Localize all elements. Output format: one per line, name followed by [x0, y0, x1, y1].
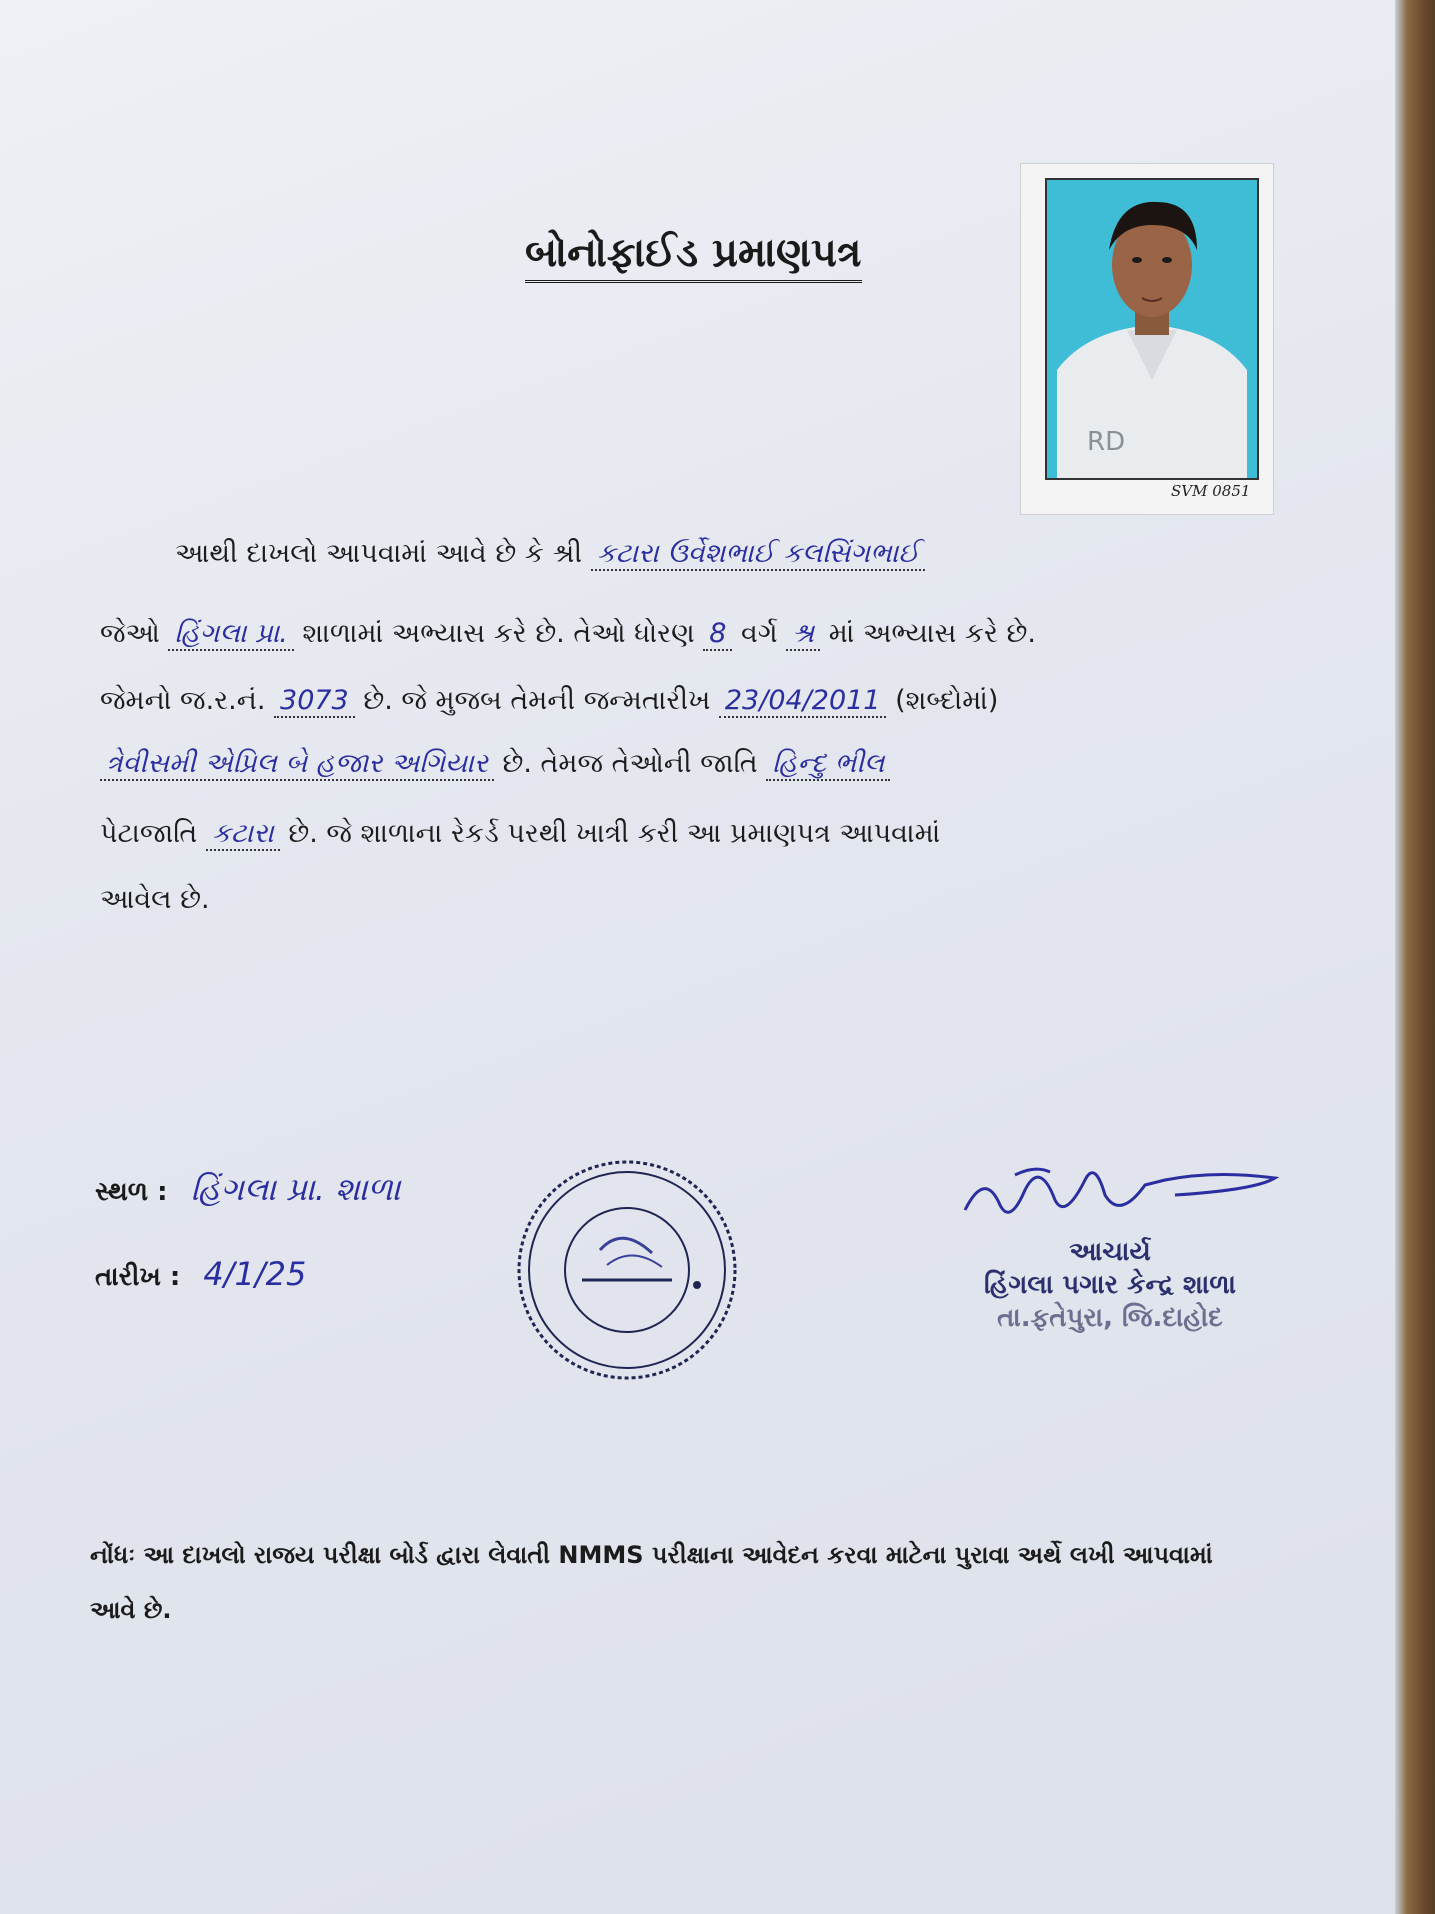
table-surface-edge [1395, 0, 1435, 1914]
line5-text-a: પેટાજાતિ [100, 818, 198, 849]
body-line-5 [100, 810, 1280, 858]
date-label: તારીખ : [95, 1262, 181, 1292]
student-photo-frame [1020, 163, 1274, 515]
line2-text-d: માં અભ્યાસ કરે છે. [828, 618, 1036, 649]
line3-text-a: જેમનો જ.ર.નં. [100, 685, 266, 716]
birth-date: 23/04/2011 [719, 685, 887, 718]
standard-value: 8 [703, 618, 732, 651]
principal-location: તા.ફતેપુરા, જિ.દાહોદ [997, 1303, 1223, 1333]
body-line-2 [100, 610, 1280, 658]
note-text: નોંધઃ આ દાખલો રાજય પરીક્ષા બોર્ડ દ્વારા લેવાતી NMMS પરીક્ષાના આવેદન કરવા માટેના પુરાવા અર્થે લખી આપવામાં આવે છે. [90, 1541, 1213, 1624]
division-value: શ્ર [786, 618, 820, 651]
date-value: 4/1/25 [203, 1255, 307, 1293]
shirt-print: RD [1087, 427, 1126, 457]
birth-date-words: ત્રેવીસમી એપ્રિલ બે હજાર અગિયાર [100, 748, 494, 781]
certificate-title: બોનોફાઈડ પ્રમાણપત્ર [525, 230, 862, 283]
student-photo [1045, 178, 1259, 480]
principal-stamp [950, 1235, 1270, 1336]
school-stamp-seal [512, 1155, 742, 1385]
place-row [95, 1170, 400, 1209]
place-label: સ્થળ : [95, 1177, 168, 1207]
student-name: કટારા ઉર્વેશભાઈ કલસિંગભાઈ [591, 538, 925, 571]
line3-text-c: (શબ્દોમાં) [895, 685, 999, 716]
body-line-1 [175, 530, 1355, 578]
school-short-name: હિંગલા પ્રા. [168, 618, 293, 651]
principal-role: આચાર્ય [1069, 1237, 1151, 1267]
principal-school: હિંગલા પગાર કેન્દ્ર શાળા [983, 1270, 1236, 1300]
student-portrait-image [1047, 180, 1257, 478]
line2-text-a: જેઓ [100, 618, 160, 649]
photo-code: SVM 0851 [1171, 482, 1251, 500]
sub-caste-value: કટારા [206, 818, 280, 851]
line1-text: આથી દાખલો આપવામાં આવે છે કે શ્રી [175, 538, 583, 569]
line3-text-b: છે. જે મુજબ તેમની જન્મતારીખ [363, 685, 711, 716]
date-row [95, 1255, 306, 1293]
body-line-3 [100, 677, 1280, 725]
principal-signature [955, 1150, 1285, 1240]
body-line-6 [100, 876, 1280, 924]
line2-text-b: શાળામાં અભ્યાસ કરે છે. તેઓ ધોરણ [302, 618, 695, 649]
line4-text-a: છે. તેમજ તેઓની જાતિ [502, 748, 758, 779]
line2-text-c: વર્ગ [741, 618, 778, 649]
place-value: હિંગલા પ્રા. શાળા [190, 1170, 401, 1208]
caste-value: હિન્દુ ભીલ [766, 748, 890, 781]
body-line-4 [100, 740, 1280, 788]
line5-text-b: છે. જે શાળાના રેકર્ડ પરથી ખાત્રી કરી આ પ્રમાણપત્ર આપવામાં [288, 818, 941, 849]
line6-text: આવેલ છે. [100, 884, 210, 915]
register-number: 3073 [274, 685, 355, 718]
